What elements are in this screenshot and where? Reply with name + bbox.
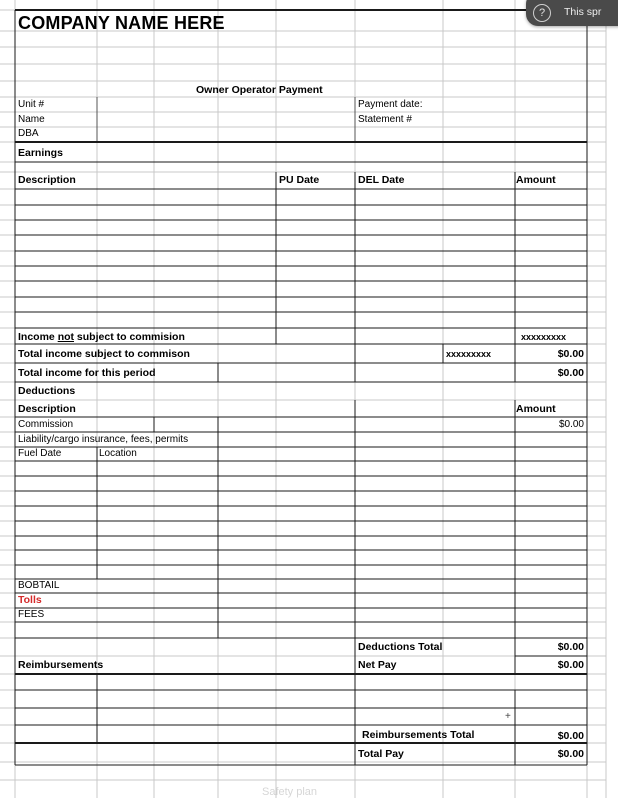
total-subject-amount: $0.00 <box>557 348 584 360</box>
location-label: Location <box>99 448 137 459</box>
pu-date-header: PU Date <box>279 174 320 186</box>
total-subject-label: Total income subject to commison <box>18 348 190 360</box>
company-name[interactable]: COMPANY NAME HERE <box>18 13 225 33</box>
tooltip-text: This spr <box>564 6 602 18</box>
deductions-amount-header: Amount <box>516 403 556 415</box>
total-subject-mask: xxxxxxxxx <box>446 349 492 359</box>
unit-label: Unit # <box>18 99 45 110</box>
tolls-label: Tolls <box>18 594 42 606</box>
earnings-amount-header: Amount <box>516 174 556 186</box>
reimbursements-total-label: Reimbursements Total <box>362 729 475 741</box>
deductions-total-label: Deductions Total <box>358 641 443 653</box>
earnings-description-header: Description <box>18 174 76 186</box>
income-not-subject-post: subject to commision <box>74 331 185 343</box>
fuel-date-label: Fuel Date <box>18 448 62 459</box>
income-not-subject-underlined: not <box>57 331 75 343</box>
commission-label: Commission <box>18 419 74 430</box>
help-circle-icon[interactable]: ? <box>533 4 551 22</box>
help-tooltip[interactable] <box>526 0 618 26</box>
net-pay-label: Net Pay <box>358 659 397 671</box>
income-not-subject-amount: xxxxxxxxx <box>521 332 567 342</box>
fees-label: FEES <box>18 609 45 620</box>
deductions-description-header: Description <box>18 403 76 415</box>
background-text: Safety plan <box>262 786 318 798</box>
bobtail-label: BOBTAIL <box>18 580 60 591</box>
reimbursements-total-amount: $0.00 <box>557 730 584 742</box>
form-title: Owner Operator Payment <box>196 84 323 96</box>
commission-amount: $0.00 <box>558 419 584 430</box>
payment-date-label: Payment date: <box>358 99 423 110</box>
plus-sign: + <box>505 711 511 722</box>
name-label: Name <box>18 114 45 125</box>
reimbursements-title: Reimbursements <box>18 659 104 671</box>
earnings-title: Earnings <box>18 147 63 159</box>
statement-label: Statement # <box>358 114 412 125</box>
income-not-subject-label <box>18 330 185 344</box>
net-pay-amount: $0.00 <box>557 659 584 671</box>
liability-label: Liability/cargo insurance, fees, permits <box>18 434 189 445</box>
total-period-label: Total income for this period <box>18 367 156 379</box>
del-date-header: DEL Date <box>358 174 405 186</box>
income-not-subject-pre: Income <box>18 331 58 343</box>
total-period-amount: $0.00 <box>557 367 584 379</box>
deductions-title: Deductions <box>18 385 76 397</box>
dba-label: DBA <box>18 128 39 139</box>
total-pay-label: Total Pay <box>358 748 404 760</box>
total-pay-amount: $0.00 <box>557 748 584 760</box>
deductions-total-amount: $0.00 <box>557 641 584 653</box>
